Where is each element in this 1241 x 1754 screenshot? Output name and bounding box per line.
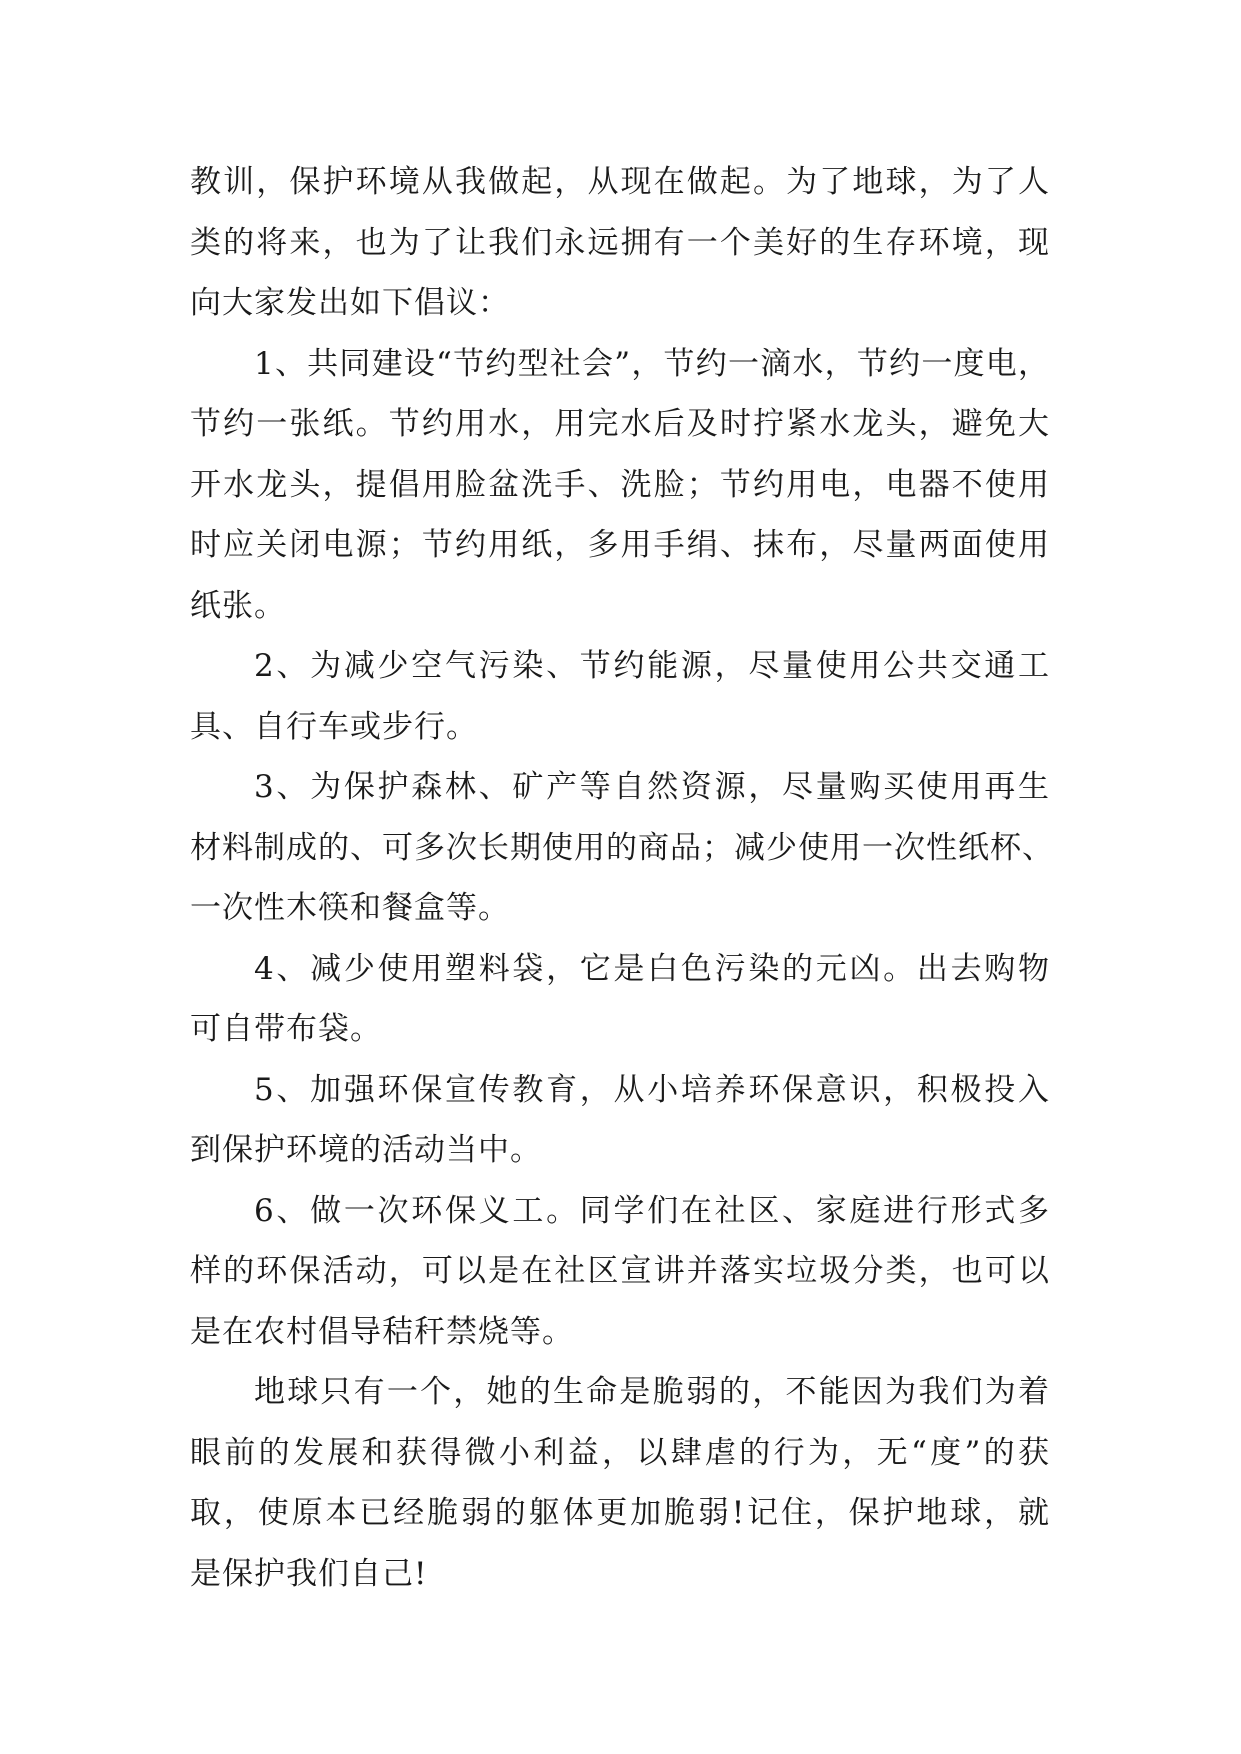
text-line: 教训，保护环境从我做起，从现在做起。为了地球，为了人 bbox=[190, 164, 1050, 200]
text-line: 可自带布袋。 bbox=[190, 1011, 382, 1047]
paragraph-item-2 bbox=[190, 636, 1050, 757]
text-line: 是保护我们自己! bbox=[190, 1555, 428, 1592]
text-line: 类的将来，也为了让我们永远拥有一个美好的生存环境，现 bbox=[190, 224, 1050, 261]
paragraph-item-1 bbox=[190, 334, 1050, 637]
text-line: 地球只有一个，她的生命是脆弱的，不能因为我们为着 bbox=[254, 1374, 1050, 1410]
text-line: 6、做一次环保义工。同学们在社区、家庭进行形式多 bbox=[254, 1192, 1050, 1229]
paragraph-conclusion bbox=[190, 1362, 1050, 1604]
text-line: 一次性木筷和餐盒等。 bbox=[190, 890, 510, 926]
text-line: 节约一张纸。节约用水，用完水后及时拧紧水龙头，避免大 bbox=[190, 406, 1050, 442]
text-line: 具、自行车或步行。 bbox=[190, 708, 478, 745]
text-line: 向大家发出如下倡议： bbox=[190, 285, 510, 321]
paragraph-item-4 bbox=[190, 939, 1050, 1060]
text-line: 时应关闭电源；节约用纸，多用手绢、抹布，尽量两面使用 bbox=[190, 527, 1050, 563]
text-line: 5、加强环保宣传教育，从小培养环保意识，积极投入 bbox=[254, 1071, 1050, 1108]
paragraph-item-5 bbox=[190, 1060, 1050, 1181]
text-line: 到保护环境的活动当中。 bbox=[190, 1132, 542, 1168]
paragraph-item-3 bbox=[190, 757, 1054, 939]
text-line: 样的环保活动，可以是在社区宣讲并落实垃圾分类，也可以 bbox=[190, 1253, 1050, 1289]
paragraph-item-6 bbox=[190, 1181, 1050, 1363]
text-line: 是在农村倡导秸秆禁烧等。 bbox=[190, 1313, 574, 1350]
text-line: 材料制成的、可多次长期使用的商品；减少使用一次性纸杯、 bbox=[190, 829, 1054, 866]
paragraph-intro bbox=[190, 152, 1050, 334]
text-line: 开水龙头，提倡用脸盆洗手、洗脸；节约用电，电器不使用 bbox=[190, 466, 1050, 503]
text-line: 3、为保护森林、矿产等自然资源，尽量购买使用再生 bbox=[254, 769, 1050, 805]
text-line: 纸张。 bbox=[190, 587, 286, 624]
text-line: 4、减少使用塑料袋，它是白色污染的元凶。出去购物 bbox=[254, 950, 1050, 987]
text-line: 眼前的发展和获得微小利益，以肆虐的行为，无“度”的获 bbox=[190, 1434, 1050, 1471]
document-body bbox=[190, 152, 1054, 1604]
text-line: 取，使原本已经脆弱的躯体更加脆弱!记住，保护地球，就 bbox=[190, 1495, 1050, 1531]
text-line: 1、共同建设“节约型社会”，节约一滴水，节约一度电， bbox=[254, 345, 1050, 382]
text-line: 2、为减少空气污染、节约能源，尽量使用公共交通工 bbox=[254, 648, 1050, 684]
